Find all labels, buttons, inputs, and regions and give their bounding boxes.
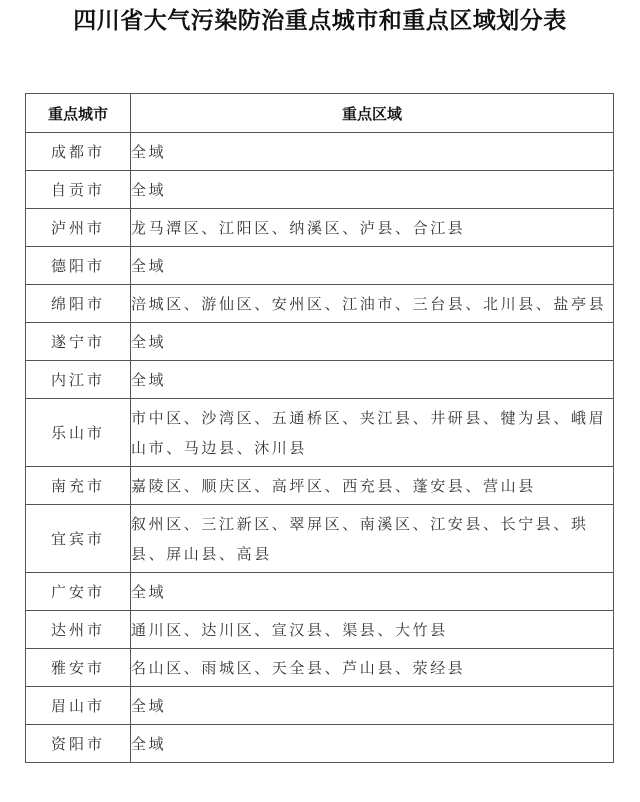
area-cell: 嘉陵区、顺庆区、高坪区、西充县、蓬安县、营山县 [131,467,614,505]
area-cell: 全域 [131,133,614,171]
city-cell: 广安市 [26,573,131,611]
area-cell: 全域 [131,247,614,285]
city-cell: 内江市 [26,361,131,399]
table-row [26,209,614,247]
city-cell: 达州市 [26,611,131,649]
area-cell: 叙州区、三江新区、翠屏区、南溪区、江安县、长宁县、珙县、屏山县、高县 [131,505,614,573]
city-cell: 德阳市 [26,247,131,285]
table-header-row [26,94,614,133]
area-cell: 市中区、沙湾区、五通桥区、夹江县、井研县、犍为县、峨眉山市、马边县、沐川县 [131,399,614,467]
table-row [26,611,614,649]
table-row [26,687,614,725]
area-cell: 全域 [131,687,614,725]
table-row [26,649,614,687]
city-cell: 遂宁市 [26,323,131,361]
table-row [26,361,614,399]
table-row [26,323,614,361]
header-key-area: 重点区域 [131,94,614,133]
table-row [26,133,614,171]
table-row [26,285,614,323]
area-cell: 全域 [131,725,614,763]
area-cell: 龙马潭区、江阳区、纳溪区、泸县、合江县 [131,209,614,247]
header-key-city: 重点城市 [26,94,131,133]
city-cell: 绵阳市 [26,285,131,323]
table-row [26,573,614,611]
table-row [26,505,614,573]
page-title: 四川省大气污染防治重点城市和重点区域划分表 [73,8,567,34]
area-cell: 名山区、雨城区、天全县、芦山县、荥经县 [131,649,614,687]
city-cell: 乐山市 [26,399,131,467]
city-cell: 南充市 [26,467,131,505]
city-cell: 宜宾市 [26,505,131,573]
city-cell: 资阳市 [26,725,131,763]
area-cell: 通川区、达川区、宣汉县、渠县、大竹县 [131,611,614,649]
table-row [26,725,614,763]
area-cell: 涪城区、游仙区、安州区、江油市、三台县、北川县、盐亭县 [131,285,614,323]
city-cell: 成都市 [26,133,131,171]
area-cell: 全域 [131,171,614,209]
city-cell: 自贡市 [26,171,131,209]
area-cell: 全域 [131,361,614,399]
area-cell: 全域 [131,573,614,611]
area-cell: 全域 [131,323,614,361]
city-cell: 泸州市 [26,209,131,247]
table-row [26,399,614,467]
city-cell: 眉山市 [26,687,131,725]
table-row [26,171,614,209]
city-cell: 雅安市 [26,649,131,687]
key-cities-table [25,93,614,763]
table-row [26,467,614,505]
table-row [26,247,614,285]
